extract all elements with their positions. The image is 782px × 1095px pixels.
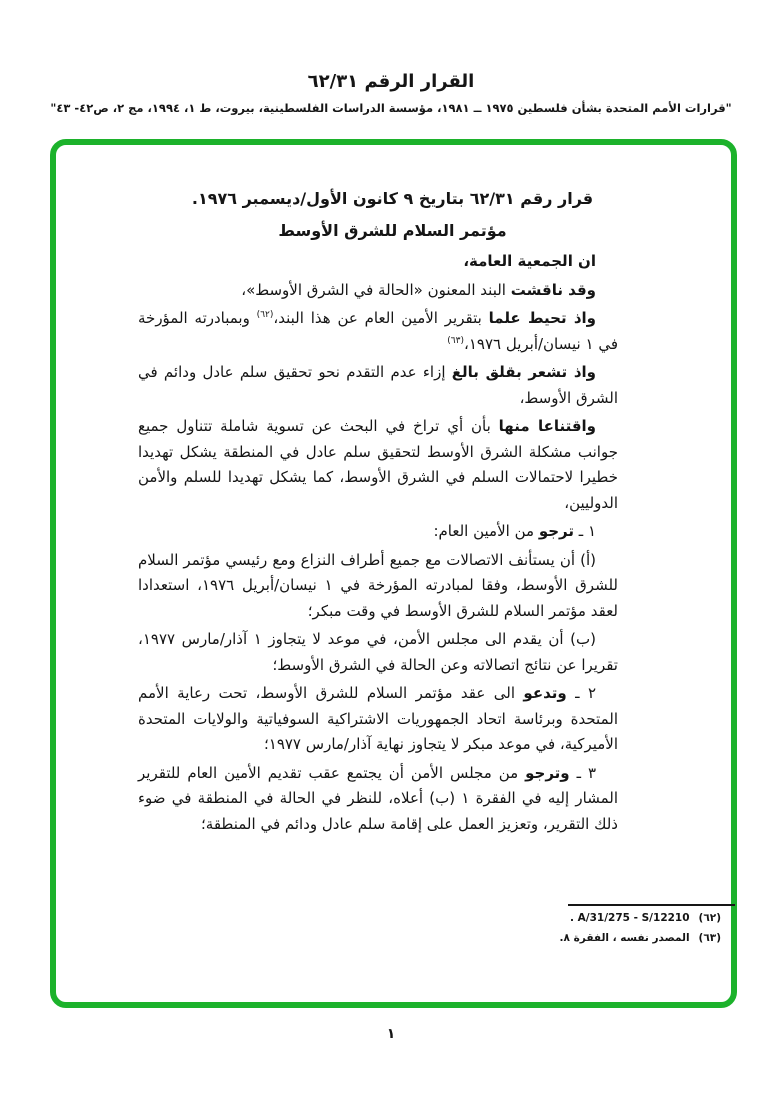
footnote-list — [559, 911, 735, 946]
footnote-marker: (٦٢) — [698, 912, 721, 924]
body-paragraph — [138, 548, 618, 625]
text-segment: واذ تحيط علما — [488, 309, 597, 327]
footnote-ref: (٦٣) — [447, 335, 464, 346]
footnote-text: A/31/275 - S/12210 . — [569, 912, 690, 924]
text-segment: وترجو — [525, 763, 570, 782]
text-segment: ١ ـ — [574, 522, 596, 540]
text-segment: واقتناعا منها — [498, 417, 597, 435]
body-paragraph — [138, 306, 618, 357]
source-citation: "قرارات الأمم المتحدة بشأن فلسطين ١٩٧٥ ــ ١٩٨١، مؤسسة الدراسات الفلسطينية، بيروت، ط ١، ١٩٩٤، مج ٢، ص٤٢- ٤٣" — [50, 101, 732, 115]
resolution-heading-subject: مؤتمر السلام للشرق الأوسط — [278, 221, 507, 240]
text-segment: (أ) أن يستأنف الاتصالات مع جميع أطراف النزاع ومع رئيسي مؤتمر السلام للشرق الأوسط، وفقا لمبادرته المؤرخة في ١ نيسان/أبريل ١٩٧٦، استعدادا لعقد مؤتمر السلام للشرق الأوسط في وقت مبكر؛ — [138, 550, 619, 620]
footnote-ref: (٦٢) — [256, 310, 274, 320]
footnote-marker: (٦٣) — [698, 932, 721, 944]
text-segment: ان الجمعية العامة، — [463, 252, 596, 270]
text-segment: ٣ ـ — [569, 763, 596, 782]
text-segment: إزاء عدم التقدم نحو تحقيق سلم عادل ودائم في الشرق الأوسط، — [138, 363, 618, 407]
footnote-separator — [568, 904, 735, 906]
document-title: القرار الرقم ٦٢/٣١ — [307, 71, 475, 92]
body-paragraph — [138, 681, 618, 758]
text-segment: من الأمين العام: — [433, 522, 539, 540]
text-segment: واذ تشعر بقلق بالغ — [451, 363, 596, 381]
text-segment: وتدعو — [523, 684, 567, 702]
body-paragraph — [138, 360, 618, 411]
footnote-text: المصدر نفسه ، الفقرة ٨. — [559, 932, 690, 944]
text-segment: ترجو — [538, 522, 574, 540]
resolution-heading — [140, 183, 645, 247]
text-segment: ٢ ـ — [566, 684, 596, 702]
footnote-row — [559, 931, 735, 946]
text-segment: من مجلس الأمن أن يجتمع عقب تقديم الأمين العام للتقرير المشار إليه في الفقرة ١ (ب) أعلاه، للنظر في الحالة في المنطقة في ضوء ذلك التقرير، وتعزيز العمل على إقامة سلم عادل ودائم في المنطقة؛ — [138, 763, 618, 833]
body-paragraph — [138, 278, 618, 304]
body-paragraph — [138, 249, 618, 275]
resolution-body — [138, 249, 618, 840]
text-segment: وبمبادرته المؤرخة في ١ نيسان/أبريل ١٩٧٦، — [138, 309, 618, 353]
body-paragraph — [138, 519, 618, 545]
text-segment: وقد ناقشت — [510, 280, 596, 299]
body-paragraph — [138, 761, 618, 838]
footnote-section — [559, 904, 735, 946]
footnote-row — [568, 911, 735, 926]
resolution-heading-date: قرار رقم ٦٢/٣١ بتاريخ ٩ كانون الأول/ديسمبر ١٩٧٦. — [191, 189, 594, 208]
body-paragraph — [138, 627, 618, 678]
text-segment: البند المعنون «الحالة في الشرق الأوسط»، — [241, 280, 511, 299]
text-segment: (ب) أن يقدم الى مجلس الأمن، في موعد لا يتجاوز ١ آذار/مارس ١٩٧٧، تقريرا عن نتائج اتصالاته وعن الحالة في الشرق الأوسط؛ — [138, 630, 618, 674]
page-number: ١ — [386, 1026, 396, 1042]
body-paragraph — [138, 414, 618, 516]
text-segment: الى عقد مؤتمر السلام للشرق الأوسط، تحت رعاية الأمم المتحدة وبرئاسة اتحاد الجمهوريات الاشتراكية السوفياتية والولايات المتحدة الأميركية، في موعد مبكر لا يتجاوز نهاية آذار/مارس ١٩٧٧؛ — [138, 684, 618, 753]
text-segment: بتقرير الأمين العام عن هذا البند، — [273, 309, 489, 327]
text-segment: بأن أي تراخ في البحث عن تسوية شاملة تتناول جميع جوانب مشكلة الشرق الأوسط لتحقيق سلم عادل في المنطقة يشكل تهديدا خطيرا لاحتمالات السلم في الشرق الأوسط، كما يشكل تهديدا للسلم والأمن الدوليين، — [138, 417, 618, 512]
